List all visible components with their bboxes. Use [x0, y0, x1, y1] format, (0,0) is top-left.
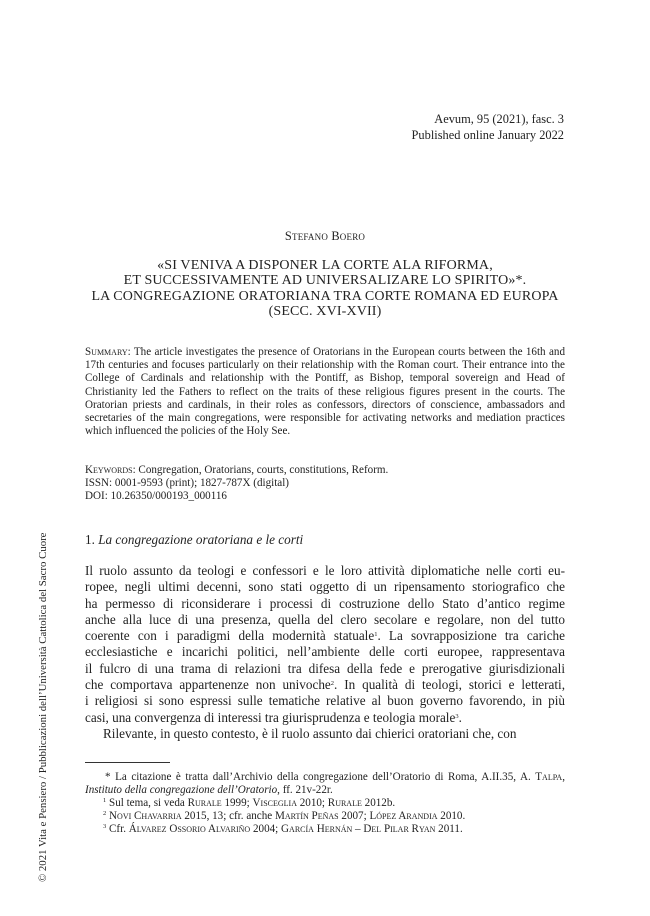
footnote-1: $^1$ Sul tema, si veda Rurale 1999; Visceglia 2010; Rurale 2012b. — [103, 797, 396, 810]
title-line: ET SUCCESSIVAMENTE AD UNIVERSALIZARE LO SPIRITO»*. — [123, 273, 527, 289]
body-line: anche alla luce di una presenza, quella del clero secolare e regolare, non del tutto — [85, 611, 565, 627]
copyright-side-note: © 2021 Vita e Pensiero / Pubblicazioni dell’Università Cattolica del Sacro Cuore — [37, 532, 49, 882]
summary-abstract — [85, 346, 565, 438]
article-title — [60, 258, 590, 319]
title-line: LA CONGREGAZIONE ORATORIANA TRA CORTE ROMANA ED EUROPA — [91, 288, 559, 304]
summary-label: Summary — [85, 346, 128, 358]
footnotes — [85, 771, 565, 836]
keywords-text: : Congregation, Oratorians, courts, constitutions, Reform. — [132, 464, 389, 476]
keywords-block — [85, 464, 565, 504]
author-name: Stefano Boero — [284, 229, 366, 243]
publication-date: Published online January 2022 — [411, 128, 564, 142]
footnote-star: * La citazione è tratta dall’Archivio della congregazione dell’Oratorio di Roma, A.II.35, A. Talpa, Instituto della congregazione dell’Oratorio, ff. 21v-22r. — [85, 771, 565, 797]
footnote-ref[interactable]: 1 — [374, 631, 378, 639]
footnote-2: $^2$ Novi Chavarria 2015, 13; cfr. anche Martín Peñas 2007; López Arandia 2010. — [103, 810, 466, 823]
title-line: «SI VENIVA A DISPONER LA CORTE ALA RIFORMA, — [157, 258, 493, 273]
journal-header — [300, 111, 564, 143]
keywords-label: Keywords — [85, 464, 133, 476]
doi: DOI: 10.26350/000193_000116 — [85, 490, 227, 503]
journal-citation: Aevum, 95 (2021), fasc. 3 — [434, 112, 564, 126]
body-line: il fulcro di una trama di relazioni tra difesa della fede e prerogative giurisdizionali — [85, 660, 565, 676]
footnote-3: $^3$ Cfr. Álvarez Ossorio Alvariño 2004; García Hernán – Del Pilar Ryan 2011. — [103, 823, 463, 836]
section-number: 1. — [85, 532, 95, 547]
body-line: i religiosi si sono espressi sulle tematiche relative al buon governo favorendo, in più — [85, 693, 565, 709]
body-text — [85, 563, 565, 742]
title-line: (SECC. XVI-XVII) — [268, 303, 382, 319]
body-line: coerente con i paradigmi della modernità statuale$^1$. La sovrapposizione tra cariche — [85, 628, 565, 644]
body-line: Il ruolo assunto da teologi e confessori e le loro attività diplomatiche nelle corti eu- — [85, 563, 565, 578]
body-line: che comportava appartenenze non univoche$^2$. In qualità di teologi, storici e letterati, — [85, 677, 565, 693]
issn: ISSN: 0001-9593 (print); 1827-787X (digital) — [85, 477, 289, 490]
footnote-ref[interactable]: 2 — [330, 680, 335, 688]
body-line: ha permesso di riconsiderare i processi di costruzione dello Stato d’antico regime — [85, 595, 565, 611]
body-line: Rilevante, in questo contesto, è il ruolo assunto dai chierici oratoriani che, con — [103, 725, 517, 741]
footnote-ref[interactable]: 3 — [455, 712, 459, 720]
body-line: ropee, negli ultimi decenni, sono stati oggetto di un ripensamento storiografico che — [85, 579, 565, 595]
section-heading — [85, 532, 303, 548]
section-title: La congregazione oratoriana e le corti — [98, 532, 304, 547]
body-line: casi, una convergenza di interessi tra giurisprudenza e teologia morale$^3$. — [85, 709, 462, 725]
summary-text: : The article investigates the presence of Oratorians in the European courts between the 16th and 17th centuries and focuses particularly on their relationship with the Roman court. Their entrance into the College of Cardinals and relationship with the Pontiff, as Bishop, temporal sovereign and Head of Christianity led the Fathers to reflect on the traits of these religious figures present in the courts. The Oratorian priests and cardinals, in their roles as confessors, directors of conscience, ambassadors and secretaries of the main congregations, were responsible for activating networks and mediation practices which influenced the policies of the Holy See. — [85, 346, 565, 438]
body-line: ecclesiastiche e incarichi politici, nell’ambiente delle corti europee, rappresentava — [85, 644, 565, 660]
footnote-separator — [85, 762, 170, 763]
